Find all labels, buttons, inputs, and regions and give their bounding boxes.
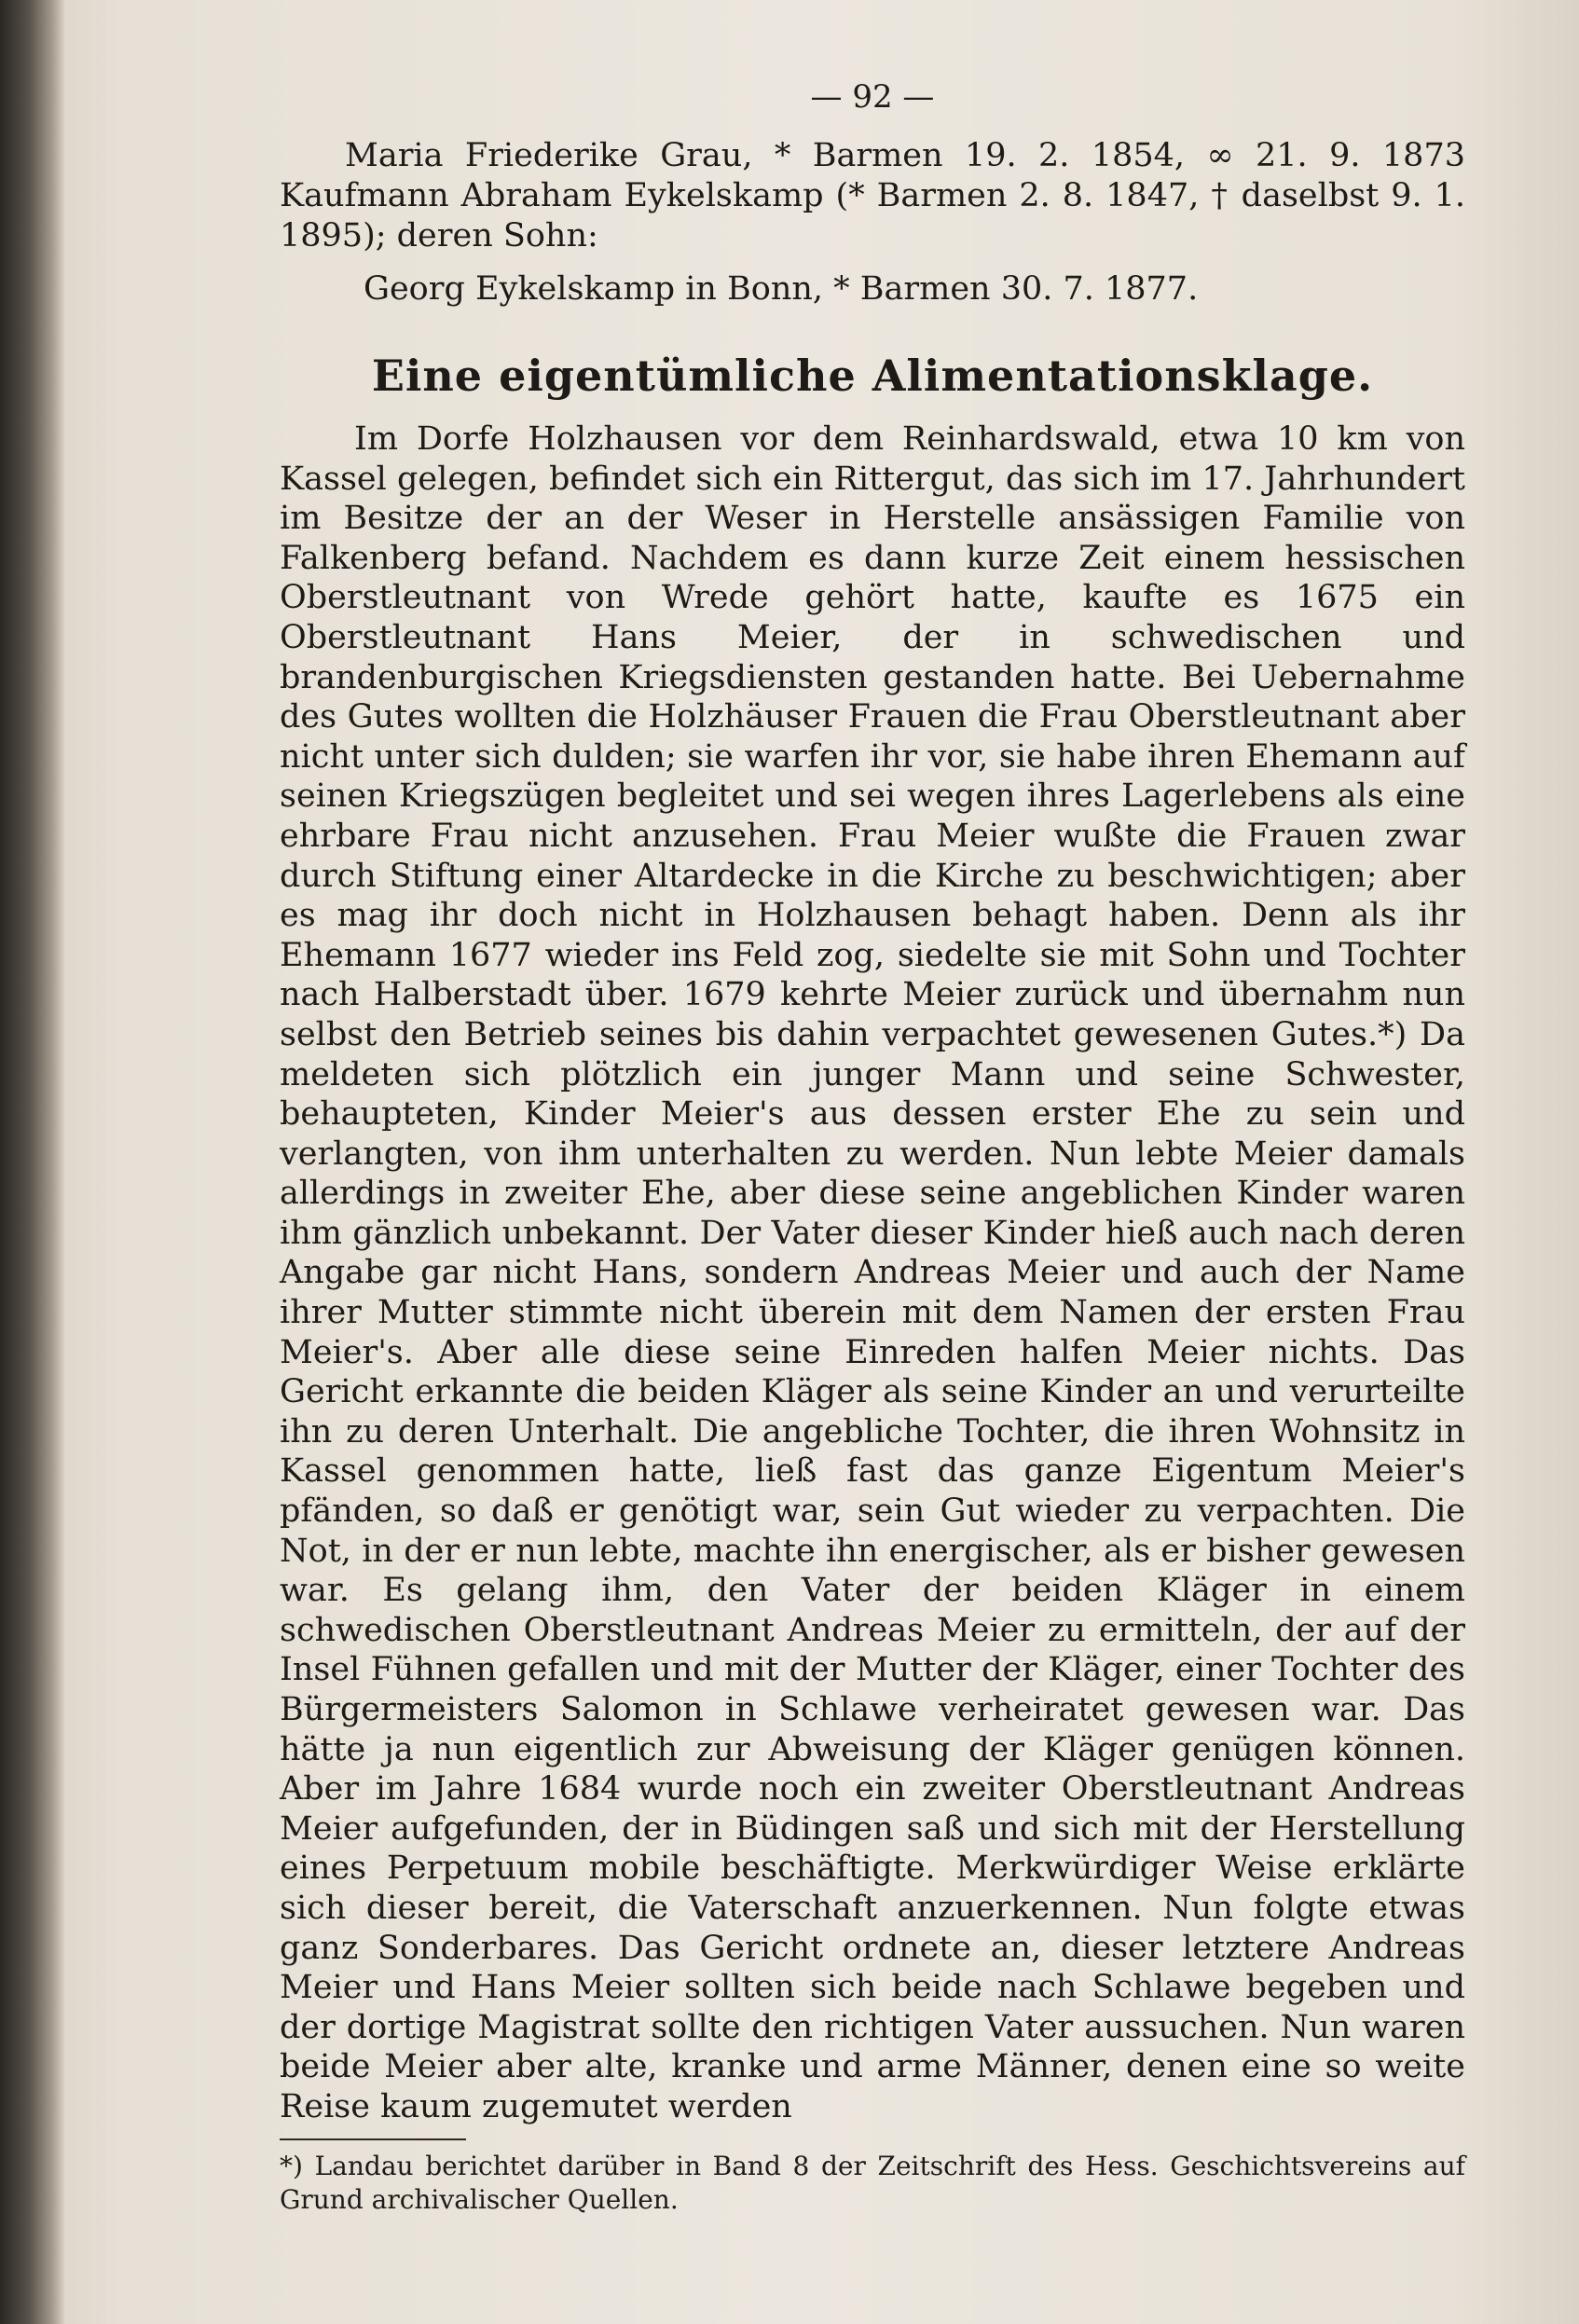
genealogy-son: Georg Eykelskamp in Bonn, * Barmen 30. 7. 1877. bbox=[364, 270, 1199, 308]
section-title: Eine eigentümliche Alimentationsklage. bbox=[371, 351, 1374, 401]
text-block bbox=[280, 78, 1465, 2217]
genealogy-entry: Maria Friederike Grau, * Barmen 19. 2. 1854, ∞ 21. 9. 1873 Kaufmann Abraham Eykelskamp (* Barmen 2. 8. 1847, † daselbst 9. 1. 1895); deren Sohn: bbox=[280, 137, 1465, 254]
page-number: — 92 — bbox=[810, 78, 935, 116]
book-gutter-shadow bbox=[0, 0, 65, 2324]
section-body: Im Dorfe Holzhausen vor dem Reinhardswald, etwa 10 km von Kassel gelegen, befindet sich ein Rittergut, das sich im 17. Jahrhundert im Besitze der an der Weser in Herstelle ansässigen Familie von Falkenberg befand. Nachdem es dann kurze Zeit einem hessischen Oberstleutnant von Wrede gehört hatte, kaufte es 1675 ein Oberstleutnant Hans Meier, der in schwedischen und brandenburgischen Kriegsdiensten gestanden hatte. Bei Uebernahme des Gutes wollten die Holzhäuser Frauen die Frau Oberstleutnant aber nicht unter sich dulden; sie warfen ihr vor, sie habe ihren Ehemann auf seinen Kriegszügen begleitet und sei wegen ihres Lagerlebens als eine ehrbare Frau nicht anzusehen. Frau Meier wußte die Frauen zwar durch Stiftung einer Altardecke in die Kirche zu beschwichtigen; aber es mag ihr doch nicht in Holzhausen behagt haben. Denn als ihr Ehemann 1677 wieder ins Feld zog, siedelte sie mit Sohn und Tochter nach Halberstadt über. 1679 kehrte Meier zurück und übernahm nun selbst den Betrieb seines bis dahin verpachtet gewesenen Gutes.*) Da meldeten sich plötzlich ein junger Mann und seine Schwester, behaupteten, Kinder Meier's aus dessen erster Ehe zu sein und verlangten, von ihm unterhalten zu werden. Nun lebte Meier damals allerdings in zweiter Ehe, aber diese seine angeblichen Kinder waren ihm gänzlich unbekannt. Der Vater dieser Kinder hieß auch nach deren Angabe gar nicht Hans, sondern Andreas Meier und auch der Name ihrer Mutter stimmte nicht überein mit dem Namen der ersten Frau Meier's. Aber alle diese seine Einreden halfen Meier nichts. Das Gericht erkannte die beiden Kläger als seine Kinder an und verurteilte ihn zu deren Unterhalt. Die angebliche Tochter, die ihren Wohnsitz in Kassel genommen hatte, ließ fast das ganze Eigentum Meier's pfänden, so daß er genötigt war, sein Gut wieder zu verpachten. Die Not, in der er nun lebte, machte ihn energischer, als er bisher gewesen war. Es gelang ihm, den Vater der beiden Kläger in einem schwedischen Oberstleutnant Andreas Meier zu ermitteln, der auf der Insel Fühnen gefallen und mit der Mutter der Kläger, einer Tochter des Bürgermeisters Salomon in Schlawe verheiratet gewesen war. Das hätte ja nun eigentlich zur Abweisung der Kläger genügen können. Aber im Jahre 1684 wurde noch ein zweiter Oberstleutnant Andreas Meier aufgefunden, der in Büdingen saß und sich mit der Herstellung eines Perpetuum mobile beschäftigte. Merkwürdiger Weise erklärte sich dieser bereit, die Vaterschaft anzuerkennen. Nun folgte etwas ganz Sonderbares. Das Gericht ordnete an, dieser letztere Andreas Meier und Hans Meier sollten sich beide nach Schlawe begeben und der dortige Magistrat sollte den richtigen Vater aussuchen. Nun waren beide Meier aber alte, kranke und arme Männer, denen eine so weite Reise kaum zugemutet werden bbox=[280, 420, 1465, 2125]
footnote-divider bbox=[280, 2138, 466, 2140]
footnote: *) Landau berichtet darüber in Band 8 der Zeitschrift des Hess. Geschichtsvereins auf Grund archivalischer Quellen. bbox=[280, 2150, 1465, 2215]
